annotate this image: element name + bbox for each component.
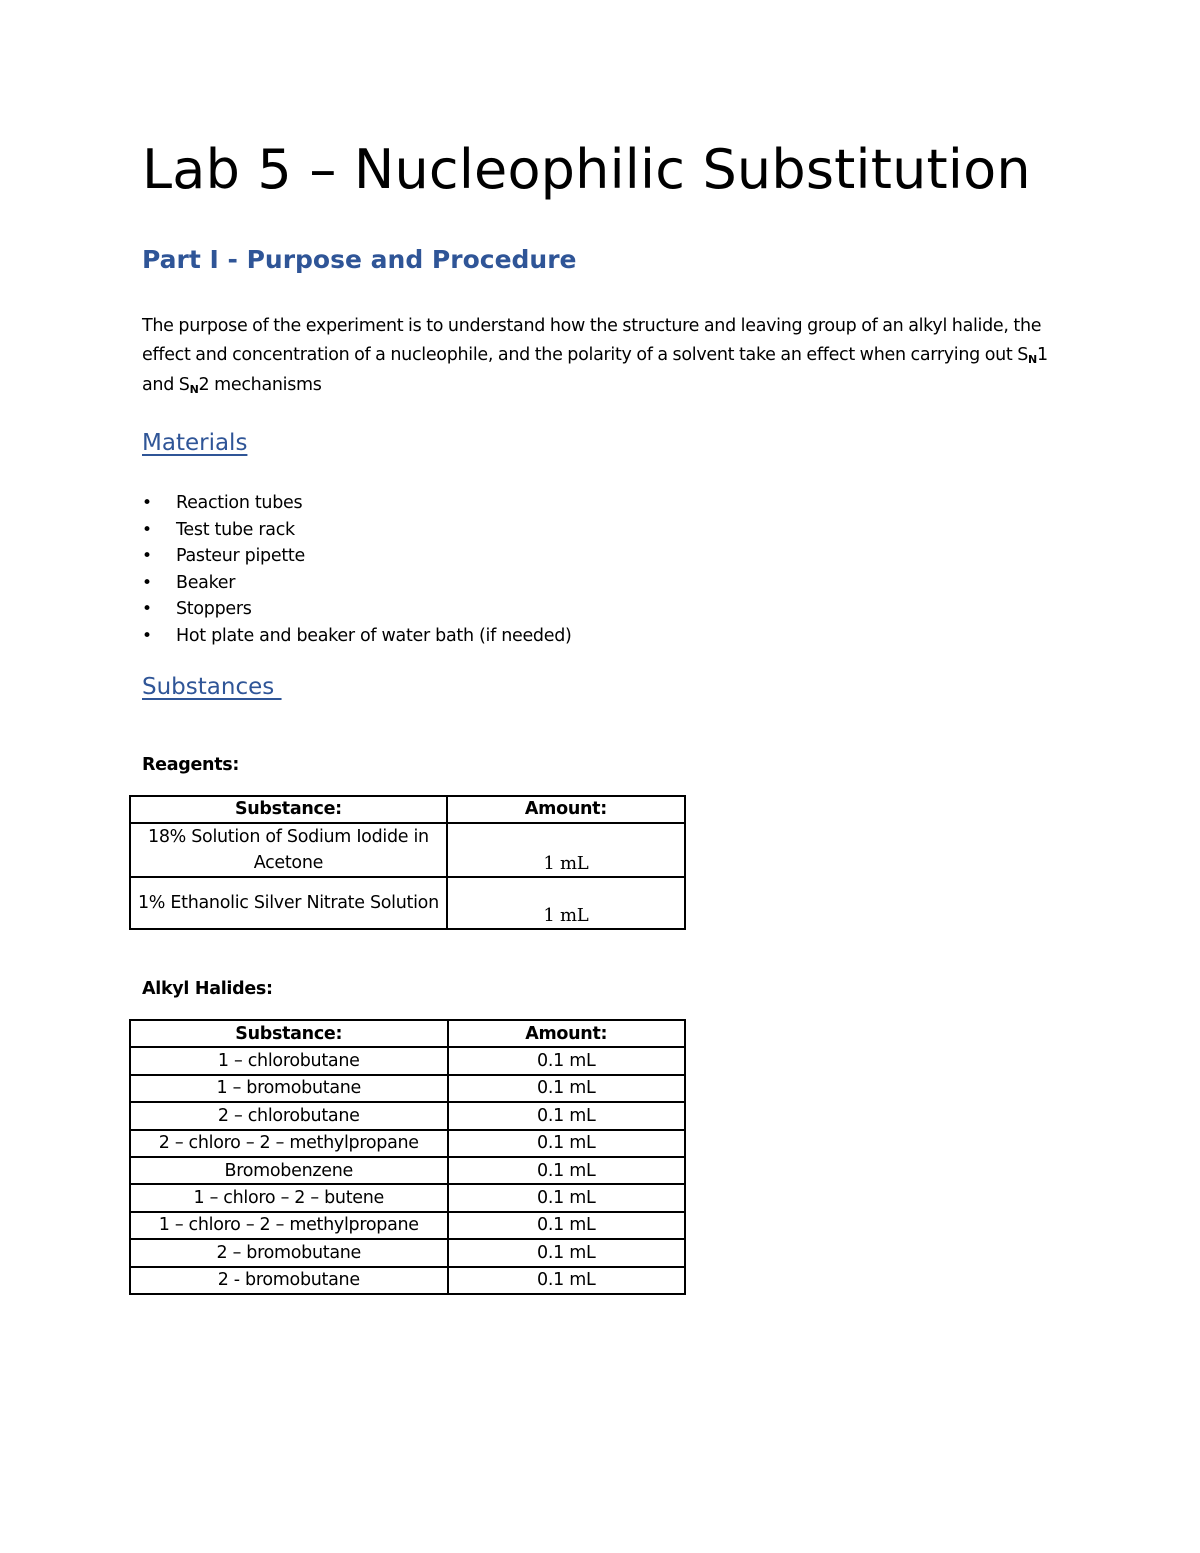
bullet-icon: • bbox=[142, 493, 152, 513]
table-row bbox=[130, 1267, 685, 1294]
materials-item-label: Hot plate and beaker of water bath (if needed) bbox=[176, 625, 572, 646]
materials-list bbox=[142, 490, 572, 650]
table-header-amount: Amount: bbox=[447, 796, 685, 823]
bullet-icon: • bbox=[142, 519, 152, 540]
table-row bbox=[130, 1212, 685, 1239]
purpose-subscript-1: N bbox=[1028, 352, 1037, 366]
table-row bbox=[130, 1102, 685, 1129]
table-row bbox=[130, 1184, 685, 1211]
table-header-row bbox=[130, 796, 685, 823]
purpose-subscript-2: N bbox=[189, 383, 199, 396]
materials-item bbox=[142, 570, 572, 597]
table-header-substance: Substance: bbox=[130, 796, 447, 823]
bullet-icon: • bbox=[142, 599, 152, 620]
purpose-text-before: The purpose of the experiment is to understand how the structure and leaving group of an alkyl halide, the effect and concentration of a nucleophile, and the polarity of a solvent take an effect when carrying out S bbox=[142, 316, 1042, 365]
amount-cell: 1 mL bbox=[447, 877, 685, 929]
purpose-text-after: 2 mechanisms bbox=[198, 375, 322, 395]
reagents-label: Reagents: bbox=[142, 755, 240, 775]
table-row bbox=[130, 877, 685, 929]
substance-cell: 1 – chloro – 2 – methylpropane bbox=[130, 1212, 448, 1239]
table-header-row bbox=[130, 1020, 685, 1047]
materials-item bbox=[142, 623, 572, 650]
amount-cell: 0.1 mL bbox=[448, 1212, 686, 1239]
bullet-icon: • bbox=[142, 572, 152, 593]
materials-item bbox=[142, 543, 572, 570]
substance-cell: 18% Solution of Sodium Iodide in Acetone bbox=[130, 823, 447, 877]
table-row bbox=[130, 1075, 685, 1102]
materials-item bbox=[142, 517, 572, 544]
table-row bbox=[130, 1047, 685, 1074]
purpose-paragraph bbox=[142, 312, 1057, 402]
table-row bbox=[130, 823, 685, 877]
materials-item bbox=[142, 596, 572, 623]
substances-heading: Substances bbox=[142, 674, 282, 700]
substance-cell: Bromobenzene bbox=[130, 1157, 448, 1184]
amount-cell: 0.1 mL bbox=[448, 1075, 686, 1102]
substance-cell: 1 – chlorobutane bbox=[130, 1047, 448, 1074]
amount-cell: 0.1 mL bbox=[448, 1184, 686, 1211]
materials-item-label: Test tube rack bbox=[176, 519, 295, 540]
alkyl-halides-label: Alkyl Halides: bbox=[142, 979, 273, 999]
table-row bbox=[130, 1130, 685, 1157]
materials-item-label: Beaker bbox=[176, 572, 236, 593]
alkyl-halides-table bbox=[129, 1019, 686, 1295]
bullet-icon: • bbox=[142, 546, 152, 567]
part-heading: Part I - Purpose and Procedure bbox=[142, 245, 577, 274]
table-row bbox=[130, 1157, 685, 1184]
amount-cell: 0.1 mL bbox=[448, 1102, 686, 1129]
table-header-substance: Substance: bbox=[130, 1020, 448, 1047]
materials-item bbox=[142, 490, 572, 517]
amount-cell: 0.1 mL bbox=[448, 1130, 686, 1157]
amount-cell: 0.1 mL bbox=[448, 1157, 686, 1184]
substance-cell: 2 – bromobutane bbox=[130, 1239, 448, 1266]
materials-item-label: Pasteur pipette bbox=[176, 546, 305, 567]
materials-item-label: Stoppers bbox=[176, 599, 252, 620]
bullet-icon: • bbox=[142, 625, 152, 646]
substance-cell: 2 – chloro – 2 – methylpropane bbox=[130, 1130, 448, 1157]
table-row bbox=[130, 1239, 685, 1266]
table-header-amount: Amount: bbox=[448, 1020, 686, 1047]
reagents-table bbox=[129, 795, 686, 930]
materials-item-label: Reaction tubes bbox=[176, 493, 303, 513]
substance-cell: 2 - bromobutane bbox=[130, 1267, 448, 1294]
amount-cell: 0.1 mL bbox=[448, 1047, 686, 1074]
substance-cell: 2 – chlorobutane bbox=[130, 1102, 448, 1129]
substance-cell: 1 – bromobutane bbox=[130, 1075, 448, 1102]
materials-heading: Materials bbox=[142, 430, 248, 456]
purpose-text-mid: 1 and S bbox=[142, 344, 1048, 395]
substance-cell: 1 – chloro – 2 – butene bbox=[130, 1184, 448, 1211]
amount-cell: 0.1 mL bbox=[448, 1267, 686, 1294]
substance-cell: 1% Ethanolic Silver Nitrate Solution bbox=[130, 877, 447, 929]
amount-cell: 0.1 mL bbox=[448, 1239, 686, 1266]
document-title: Lab 5 – Nucleophilic Substitution bbox=[142, 138, 1031, 201]
amount-cell: 1 mL bbox=[447, 823, 685, 877]
